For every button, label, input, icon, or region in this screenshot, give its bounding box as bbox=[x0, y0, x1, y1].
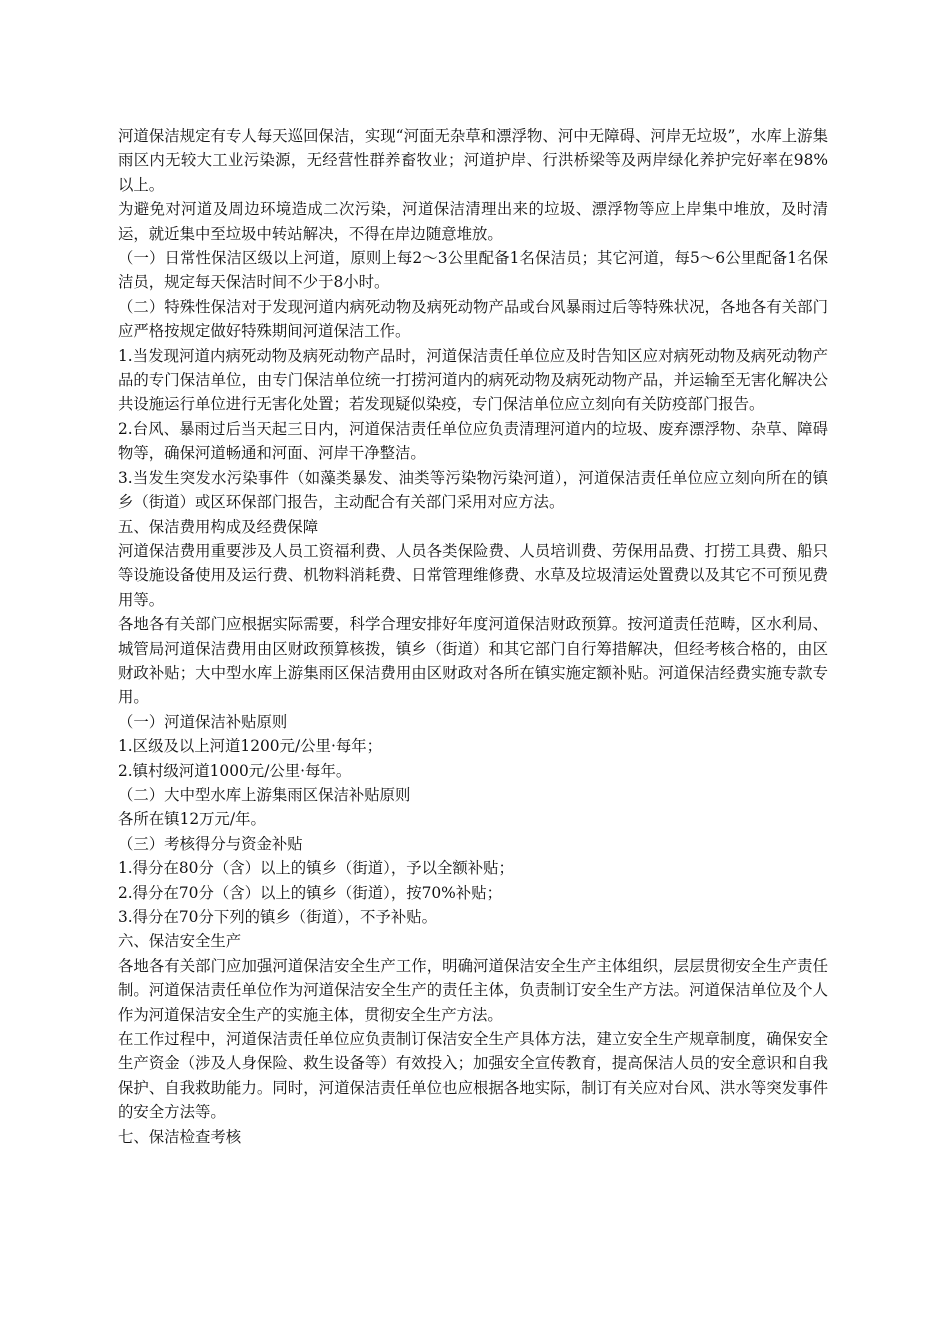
paragraph: 1.当发现河道内病死动物及病死动物产品时，河道保洁责任单位应及时告知区应对病死动物及病死动物产品的专门保洁单位，由专门保洁单位统一打捞河道内的病死动物及病死动物产品，并运输至无害化解决公共设施运行单位进行无害化处置；若发现疑似染疫，专门保洁单位应立刻向有关防疫部门报告。 bbox=[118, 346, 828, 414]
subsection-heading: （一）河道保洁补贴原则 bbox=[118, 712, 288, 731]
paragraph: 2.台风、暴雨过后当天起三日内，河道保洁责任单位应负责清理河道内的垃圾、废弃漂浮物、杂草、障碍物等，确保河道畅通和河面、河岸干净整洁。 bbox=[118, 419, 828, 463]
paragraph: 各地各有关部门应根据实际需要，科学合理安排好年度河道保洁财政预算。按河道责任范畴，区水利局、城管局河道保洁费用由区财政预算核拨，镇乡（街道）和其它部门自行筹措解决，但经考核合格的，由区财政补贴；大中型水库上游集雨区保洁费用由区财政对各所在镇实施定额补贴。河道保洁经费实施专款专用。 bbox=[118, 615, 828, 707]
document-body bbox=[118, 124, 828, 1149]
list-item: 2.镇村级河道1000元/公里·每年。 bbox=[118, 761, 352, 780]
subsection-heading: （三）考核得分与资金补贴 bbox=[118, 834, 303, 853]
list-item: 1.区级及以上河道1200元/公里·每年； bbox=[118, 737, 383, 756]
subsection-heading: （二）大中型水库上游集雨区保洁补贴原则 bbox=[118, 785, 411, 804]
paragraph: 各所在镇12万元/年。 bbox=[118, 810, 266, 829]
list-item: 3.得分在70分下列的镇乡（街道），不予补贴。 bbox=[118, 908, 437, 926]
paragraph: 河道保洁规定有专人每天巡回保洁，实现“河面无杂草和漂浮物、河中无障碍、河岸无垃圾”，水库上游集雨区内无较大工业污染源，无经营性群养畜牧业；河道护岸、行洪桥梁等及两岸绿化养护完好率在98%以上。 bbox=[118, 127, 828, 194]
paragraph: （一）日常性保洁区级以上河道，原则上每2～3公里配备1名保洁员；其它河道，每5～6公里配备1名保洁员，规定每天保洁时间不少于8小时。 bbox=[118, 249, 828, 292]
paragraph: 各地各有关部门应加强河道保洁安全生产工作，明确河道保洁安全生产主体组织，层层贯彻安全生产责任制。河道保洁责任单位作为河道保洁安全生产的责任主体，负责制订安全生产方法。河道保洁单位及个人作为河道保洁安全生产的实施主体，贯彻安全生产方法。 bbox=[118, 956, 828, 1024]
list-item: 1.得分在80分（含）以上的镇乡（街道），予以全额补贴； bbox=[118, 859, 514, 878]
section-heading: 七、保洁检查考核 bbox=[118, 1127, 242, 1146]
section-heading: 六、保洁安全生产 bbox=[118, 932, 242, 951]
section-heading: 五、保洁费用构成及经费保障 bbox=[118, 517, 319, 536]
paragraph: 在工作过程中，河道保洁责任单位应负责制订保洁安全生产具体方法，建立安全生产规章制度，确保安全生产资金（涉及人身保险、救生设备等）有效投入；加强安全宣传教育，提高保洁人员的安全意识和自我保护、自我救助能力。同时，河道保洁责任单位也应根据各地实际，制订有关应对台风、洪水等突发事件的安全方法等。 bbox=[118, 1030, 828, 1122]
paragraph: 为避免对河道及周边环境造成二次污染，河道保洁清理出来的垃圾、漂浮物等应上岸集中堆放，及时清运，就近集中至垃圾中转站解决，不得在岸边随意堆放。 bbox=[118, 200, 828, 243]
paragraph: 3.当发生突发水污染事件（如藻类暴发、油类等污染物污染河道），河道保洁责任单位应立刻向所在的镇乡（街道）或区环保部门报告，主动配合有关部门采用对应方法。 bbox=[118, 468, 828, 512]
paragraph: 河道保洁费用重要涉及人员工资福利费、人员各类保险费、人员培训费、劳保用品费、打捞工具费、船只等设施设备使用及运行费、机物料消耗费、日常管理维修费、水草及垃圾清运处置费以及其它不可预见费用等。 bbox=[118, 541, 828, 609]
list-item: 2.得分在70分（含）以上的镇乡（街道），按70%补贴； bbox=[118, 883, 502, 902]
paragraph: （二）特殊性保洁对于发现河道内病死动物及病死动物产品或台风暴雨过后等特殊状况，各地各有关部门应严格按规定做好特殊期间河道保洁工作。 bbox=[118, 297, 828, 341]
